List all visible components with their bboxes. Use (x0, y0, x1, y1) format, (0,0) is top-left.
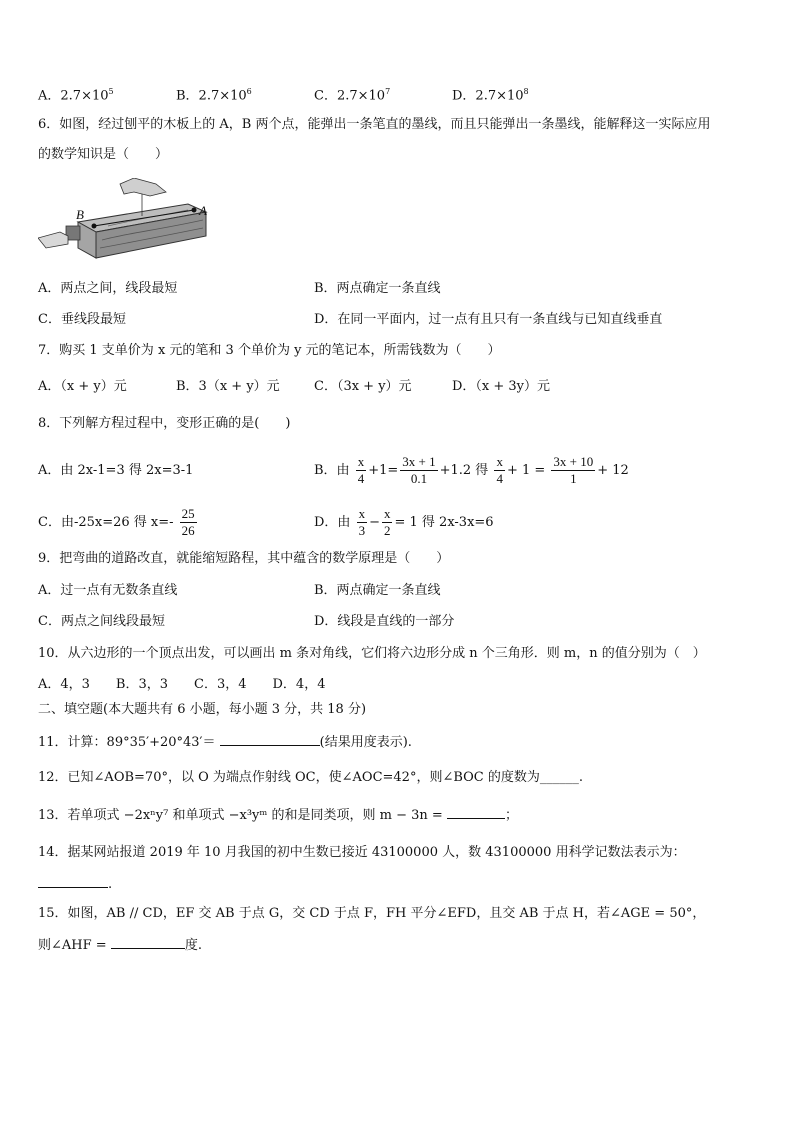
q10-options: A．4，3 B．3，3 C．3，4 D．4，4 (38, 677, 326, 692)
q15-line2: 则∠AHF = 度. (38, 938, 202, 953)
q13: 13．若单项式 −2xⁿy⁷ 和单项式 −x³yᵐ 的和是同类项，则 m − 3n = ； (38, 808, 518, 823)
label-a: A (199, 203, 207, 218)
q11-answer-blank[interactable] (220, 733, 320, 746)
q9-option-d: D．线段是直线的一部分 (314, 614, 455, 629)
q6-stem-line2: 的数学知识是（ ） (38, 147, 169, 162)
q7-option-b: B．3（x + y）元 (176, 379, 280, 394)
q14-line2: . (38, 875, 112, 894)
q7-option-c: C．（3x + y）元 (314, 379, 412, 394)
q14-line1: 14．据某网站报道 2019 年 10 月我国的初中生数已接近 43100000 人，数 43100000 用科学记数法表示为： (38, 845, 686, 860)
q9-stem: 9．把弯曲的道路改直，就能缩短路程，其中蕴含的数学原理是（ ） (38, 551, 450, 566)
q9-option-b: B．两点确定一条直线 (314, 583, 441, 598)
q7-stem: 7．购买 1 支单价为 x 元的笔和 3 个单价为 y 元的笔记本，所需钱数为（ ） (38, 343, 501, 358)
q5-option-b: B．$2.7\times 10^6$ (176, 87, 252, 104)
q12: 12．已知∠AOB=70°，以 O 为端点作射线 OC，使∠AOC=42°，则∠BOC 的度数为______. (38, 770, 584, 785)
q15-line1: 15．如图，AB // CD，EF 交 AB 于点 G，交 CD 于点 F，FH 平分∠EFD，且交 AB 于点 H，若∠AGE = 50°， (38, 906, 706, 921)
q11: 11．计算：89°35′+20°43′＝ (结果用度表示). (38, 735, 412, 750)
q5-option-c: C．$2.7\times 10^7$ (314, 87, 391, 104)
label-b: B (76, 207, 84, 222)
q6-option-d: D．在同一平面内，过一点有且只有一条直线与已知直线垂直 (314, 312, 663, 327)
q8-stem: 8．下列解方程过程中，变形正确的是( ) (38, 416, 291, 431)
q5-option-d: D．$2.7\times 10^8$ (452, 87, 529, 104)
q5-option-a: A．$2.7\times 10^5$ (38, 87, 114, 104)
q15-answer-blank[interactable] (111, 936, 185, 949)
q6-option-a: A．两点之间，线段最短 (38, 281, 178, 296)
q13-answer-blank[interactable] (447, 806, 505, 819)
q8-option-d: D．由 $\frac{x}{3}$ − $\frac{x}{2}$ = 1 得 2x-3x=6 (314, 506, 494, 538)
q7-option-d: D．（x + 3y）元 (452, 379, 551, 394)
wood-board-figure (38, 178, 210, 260)
q8-option-b: B．由 $\frac{x}{4}$ +1= $\frac{3x + 1}{0.1}$ +1.2 得 $\frac{x}{4}$ + 1 = $\frac{3x + 10}{1}$ + 12 (314, 454, 629, 486)
q6-option-b: B．两点确定一条直线 (314, 281, 441, 296)
q14-answer-blank[interactable] (38, 875, 108, 888)
q6-option-c: C．垂线段最短 (38, 312, 126, 327)
section-heading: 二、填空题(本大题共有 6 小题，每小题 3 分，共 18 分) (38, 702, 367, 717)
q7-option-a: A．（x + y）元 (38, 379, 127, 394)
q9-option-c: C．两点之间线段最短 (38, 614, 165, 629)
q9-option-a: A．过一点有无数条直线 (38, 583, 178, 598)
q8-option-c: C．由-25x=26 得 x=- $\frac{25}{26}$ (38, 506, 195, 538)
q10-stem: 10．从六边形的一个顶点出发，可以画出 m 条对角线，它们将六边形分成 n 个三角形．则 m，n 的值分别为（ ） (38, 646, 706, 661)
q8-option-a: A．由 2x-1=3 得 2x=3-1 (38, 463, 194, 478)
q6-stem-line1: 6．如图，经过刨平的木板上的 A，B 两个点，能弹出一条笔直的墨线，而且只能弹出一条墨线，能解释这一实际应用 (38, 117, 711, 132)
